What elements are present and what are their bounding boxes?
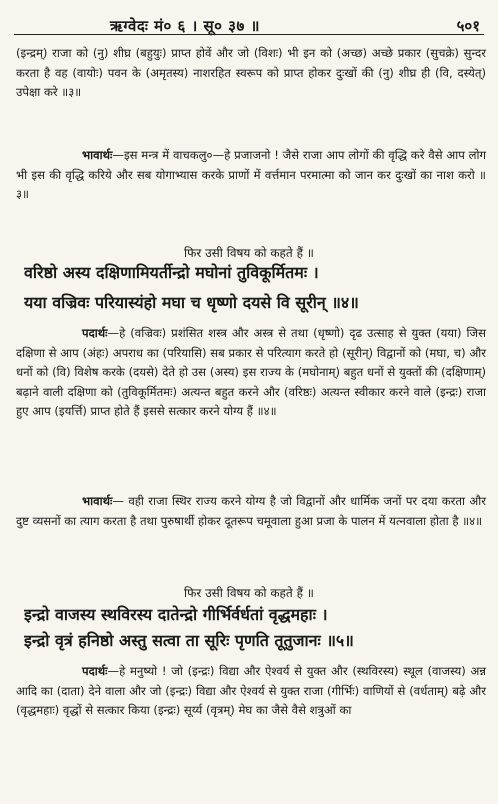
section-heading: फिर उसी विषय को कहते हैं ॥ [184,586,314,600]
page-number: ५०१ [456,17,480,35]
padarth-text: —हे (वज्रिवः) प्रशंसित शस्त्र और अस्त्र से तथा (धृष्णो) दृढ उत्साह से युक्त (यया) जिस दक्षिणा से आप (अंहः) अपराध का (परियासि) सब प्रकार से परित्याग करते हो (सूरीन्) विद्वानों को (मघा, च) और धनों को (वि) विशेष करके (दयसे) देते हो उस (अस्य) इस राज्य के (मघोनाम्) बहुत धनों से युक्तों की (दक्षिणाम्) बढ़ाने वाली दक्षिणा को (तुविकूर्मितमः) अत्यन्त बहुत करने और (वरिष्ठः) अत्यन्त स्वीकार करने वाले (इन्द्रः) राजा हुए आप (इयर्त्ति) प्राप्त होते हैं इससे सत्कार करने योग्य हैं ॥४॥ [16,326,486,418]
bhavarth-text: — वही राजा स्थिर राज्य करने योग्य है जो विद्वानों और धार्मिक जनों पर दया करता और दुष्ट व्यसनों का त्याग करता है तथा पुरुषार्थी होकर दूतरूप चमूवाला हुआ प्रजा के पालन में यत्नवाला होता है ॥४॥ [16,494,486,528]
page-header [0,10,498,36]
padarth-label: पदार्थः [82,326,108,340]
mantra-line-1: वरिष्ठो अस्य दक्षिणामियर्तीन्द्रो मघोनां तुविकूर्मितमः । [24,263,319,282]
running-title: ऋग्वेदः मं० ६ । सू० ३७ ॥ [110,17,260,35]
bhavarth-label: भावार्थः [82,494,113,508]
paragraph-text: (इन्द्रम्) राजा को (नु) शीघ्र (बहुयुः) प्राप्त होवें और जो (विशः) भी इन को (अच्छ) अच्छे प्रकार (सुचक्रे) सुन्दर करता है वह (वायोः) पवन के (अमृतस्य) नाशरहित स्वरूप को प्राप्त होकर दुःखों की (नु) शीघ्र ही (वि, दस्येत्) उपेक्षा करे ॥३॥ [16,46,486,99]
paragraph-continuation [16,44,486,103]
bhavarth-label: भावार्थः [82,148,113,162]
bhavarth-paragraph [16,492,486,531]
mantra-line-2: इन्द्रो वृत्रं हनिष्ठो अस्तु सत्वा ता सूरिः पृणति तूतुजानः ॥५॥ [24,631,354,650]
mantra-line-1: इन्द्रो वाजस्य स्थविरस्य दातेन्द्रो गीर्भिर्वर्धतां वृद्धमहाः । [24,605,328,624]
section-heading: फिर उसी विषय को कहते हैं ॥ [184,246,314,260]
padarth-text: —हे मनुष्यो ! जो (इन्द्रः) विद्या और ऐश्वर्य से युक्त और (स्थविरस्य) स्थूल (वाजस्य) अन्न आदि का (दाता) देने वाला और जो (इन्द्रः) विद्या और ऐश्वर्य से युक्त राजा (गीर्भिः) वाणियों से (वर्धताम्) बढ़े और (वृद्धमहाः) वृद्धों से सत्कार किया (इन्द्रः) सूर्य्य (वृत्रम्) मेघ का जैसे वैसे शत्रुओं का [16,664,486,717]
header-rule [14,34,484,35]
mantra-line-2: यया वज्रिवः परियास्यंहो मघा च धृष्णो दयसे वि सूरीन् ॥४॥ [24,293,359,312]
bhavarth-text: —इस मन्त्र में वाचकलु०—हे प्रजाजनो ! जैसे राजा आप लोगों की वृद्धि करे वैसे आप लोग भी इस की वृद्धि करिये और सब योगाभ्यास करके प्राणों में वर्त्तमान परमात्मा को जान कर दुःखों का नाश करो ॥३॥ [16,148,486,201]
bhavarth-paragraph [16,146,486,205]
padarth-label: पदार्थः [82,664,108,678]
padarth-paragraph [16,324,486,422]
padarth-paragraph [16,662,486,721]
